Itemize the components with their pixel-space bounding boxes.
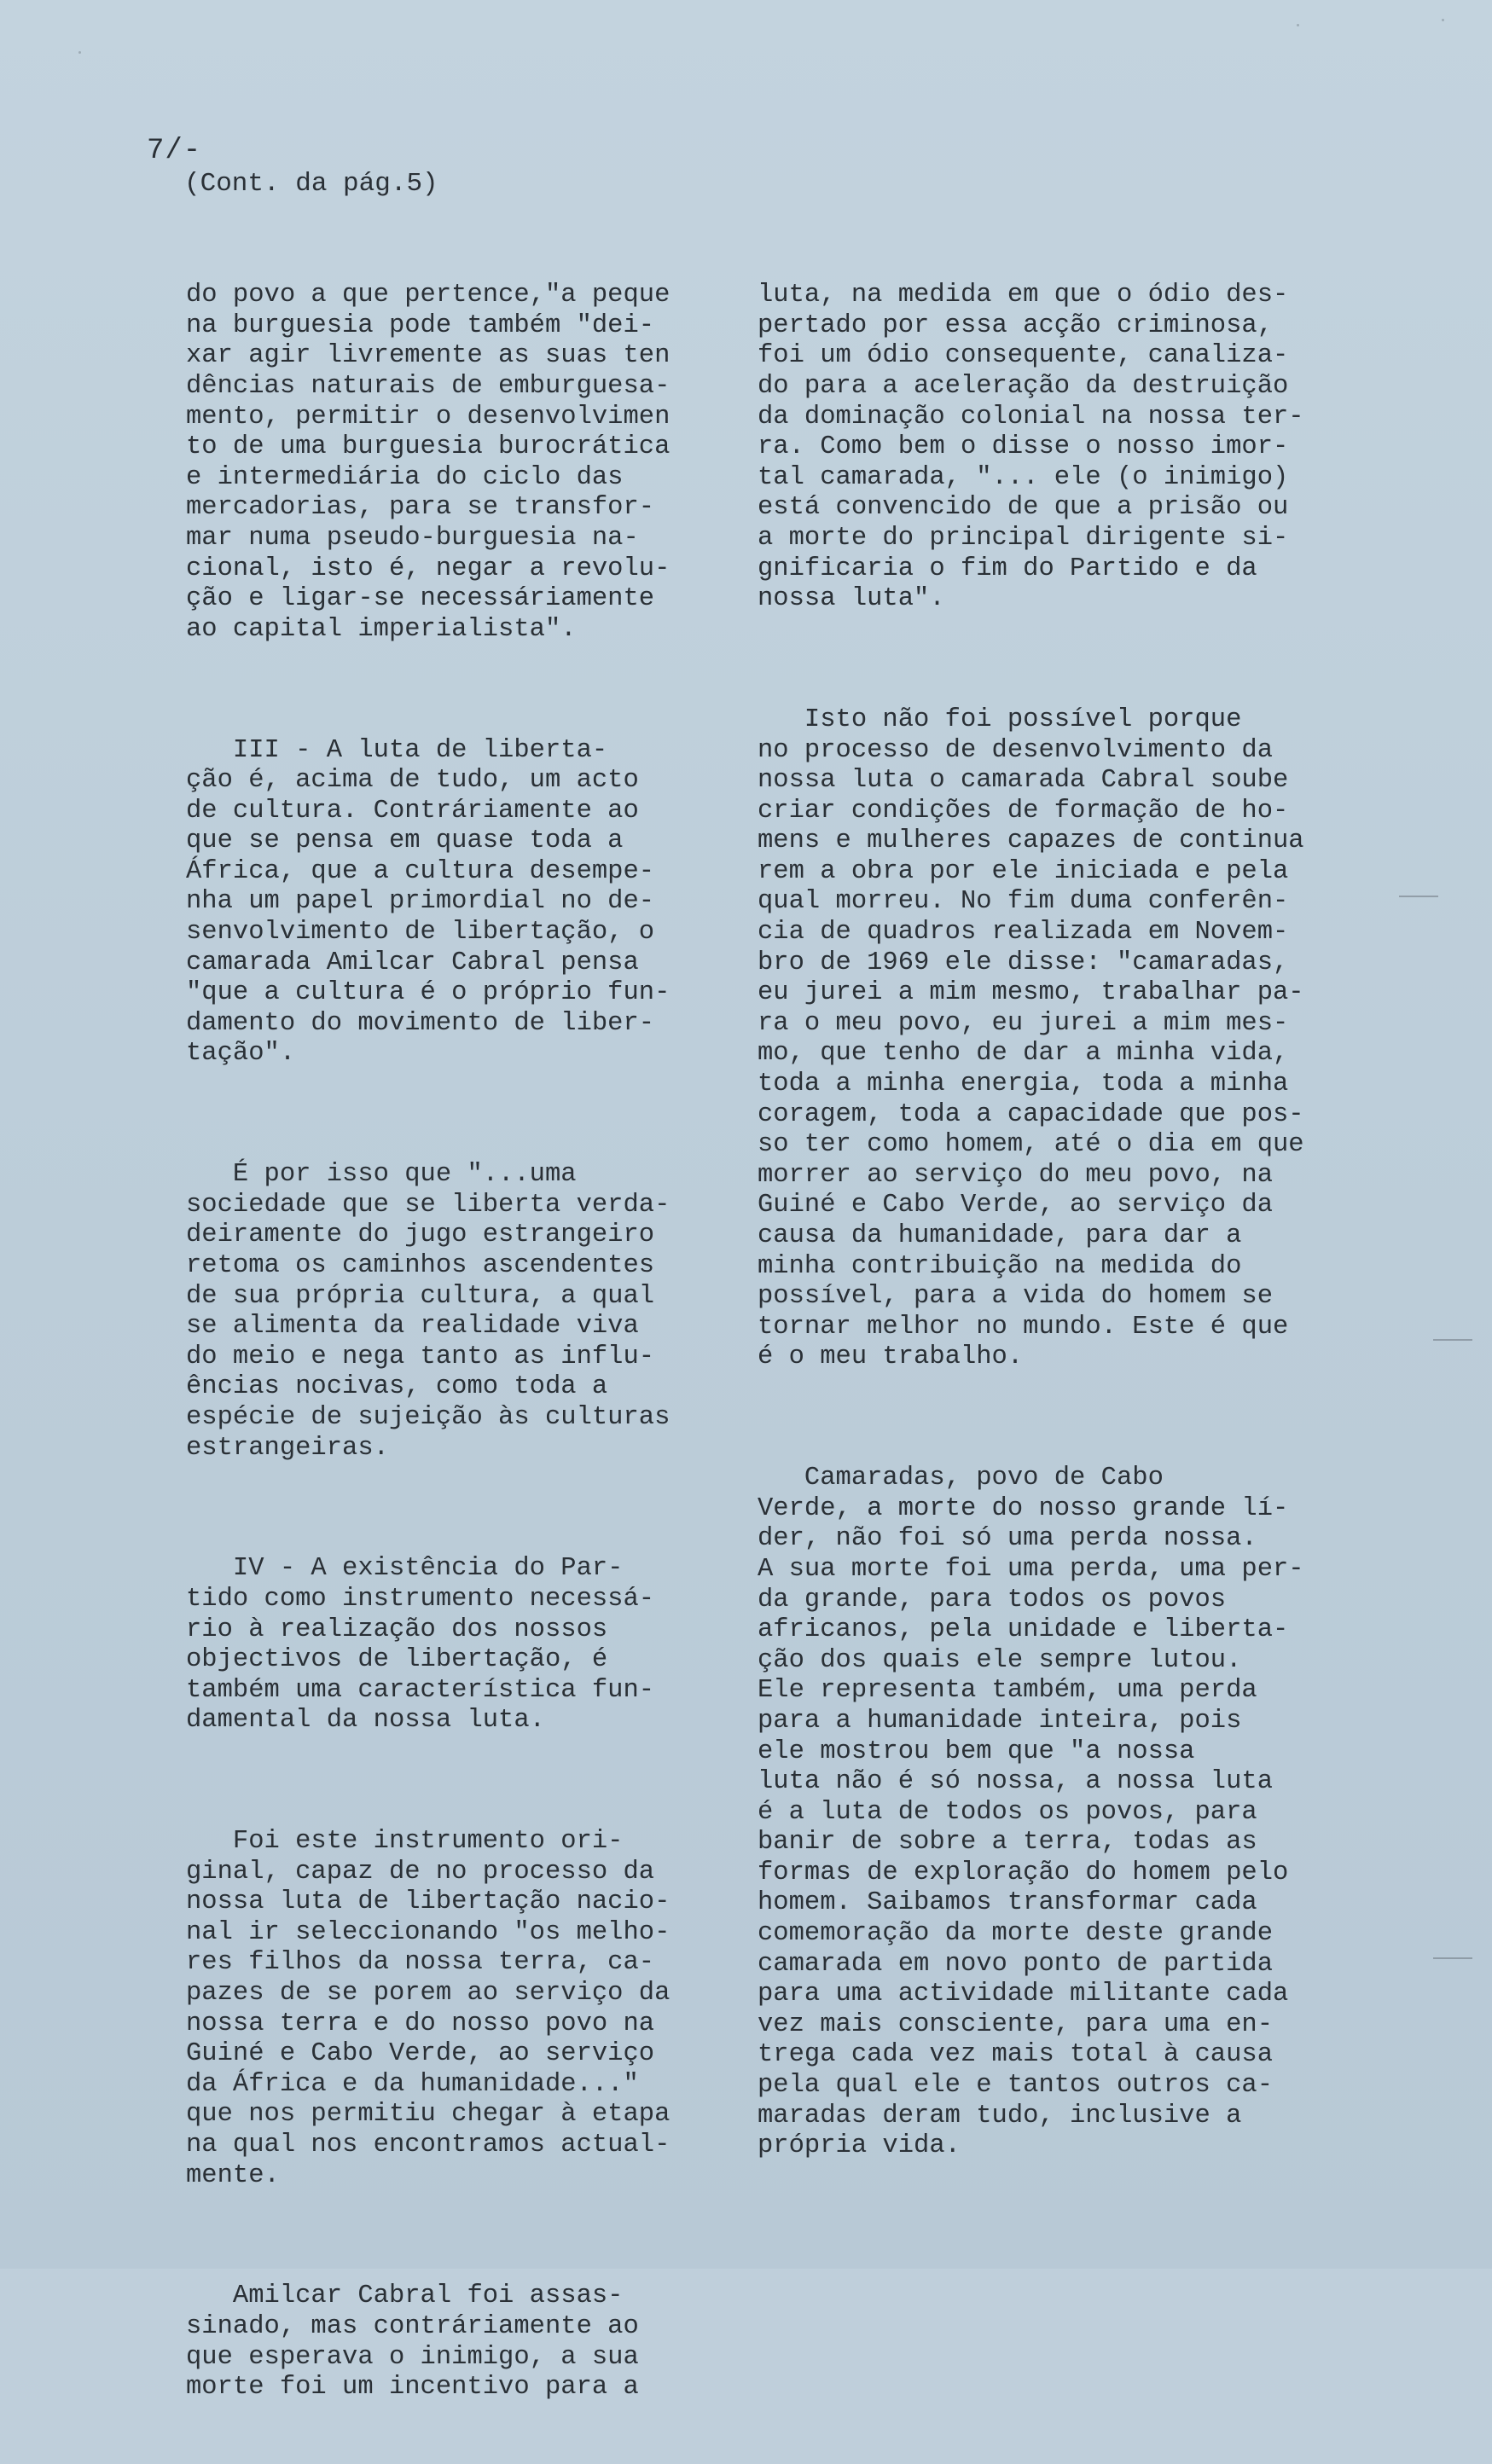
right-column [758, 220, 1372, 2223]
left-paragraph-1: do povo a que pertence,"a peque na burguesia pode também "dei- xar agir livremente as suas ten dências naturais de emburguesa- mento, permitir o desenvolvimen to de uma burguesia burocrática e intermediária do ciclo das mercadorias, para se transfor- mar numa pseudo-burguesia na- cional, isto é, negar a revolu- ção e ligar-se necessáriamente ao capital imperialista". [186, 281, 671, 644]
right-paragraph-2: Isto não foi possível porque no processo de desenvolvimento da nossa luta o camarada Cabral soube criar condições de formação de ho- mens e mulheres capazes de continua rem a obra por ele iniciada e pela qual morreu. No fim duma conferên- cia de quadros realizada em Novem- bro de 1969 ele disse: "camaradas, eu jurei a mim mesmo, trabalhar pa- ra o meu povo, eu jurei a mim mes- mo, que tenho de dar a minha vida, toda a minha energia, toda a minha coragem, toda a capacidade que pos- so ter como homem, até o dia em que morrer ao serviço do meu povo, na Guiné e Cabo Verde, ao serviço da causa da humanidade, para dar a minha contribuição na medida do possível, para a vida do homem se tornar melhor no mundo. Este é que é o meu trabalho. [758, 704, 1304, 1372]
left-paragraph-3: É por isso que "...uma sociedade que se liberta verda- deiramente do jugo estrangeiro retoma os caminhos ascendentes de sua própria cultura, a qual se alimenta da realidade viva do meio e nega tanto as influ- ências nocivas, como toda a espécie de sujeição às culturas estrangeiras. [186, 1160, 671, 1463]
right-paragraph-1: luta, na medida em que o ódio des- pertado por essa acção criminosa, foi um ódio consequente, canaliza- do para a aceleração da destruição da dominação colonial na nossa ter- ra. Como bem o disse o nosso imor- tal camarada, "... ele (o inimigo) está convencido de que a prisão ou a morte do principal dirigente si- gnificaria o fim do Partido e da nossa luta". [758, 281, 1304, 614]
right-paragraph-3: Camaradas, povo de Cabo Verde, a morte do nosso grande lí- der, não foi só uma perda nossa. A sua morte foi uma perda, uma per- da grande, para todos os povos africanos, pela unidade e liberta- ção dos quais ele sempre lutou. Ele representa também, uma perda para a humanidade inteira, pois ele mostrou bem que "a nossa luta não é só nossa, a nossa luta é a luta de todos os povos, para banir de sobre a terra, todas as formas de exploração do homem pelo homem. Saibamos transformar cada comemoração da morte deste grande camarada em novo ponto de partida para uma actividade militante cada vez mais consciente, para uma en- trega cada vez mais total à causa pela qual ele e tantos outros ca- maradas deram tudo, inclusive a própria vida. [758, 1464, 1304, 2161]
paper-speck [1442, 19, 1444, 21]
paper-speck [78, 51, 81, 54]
margin-mark [1399, 896, 1438, 897]
continuation-note: (Cont. da pág.5) [184, 169, 438, 199]
margin-mark [1433, 1339, 1472, 1341]
margin-mark [1433, 1957, 1472, 1959]
left-column [186, 220, 732, 2464]
page-number: 7/- [147, 135, 202, 167]
paper-speck [1297, 24, 1299, 26]
left-paragraph-2: III - A luta de liberta- ção é, acima de tudo, um acto de cultura. Contráriamente ao que se pensa em quase toda a África, que a cultura desempe- nha um papel primordial no de- senvolvimento de libertação, o camarada Amilcar Cabral pensa "que a cultura é o próprio fun- damento do movimento de liber- tação". [186, 735, 671, 1069]
left-paragraph-5: Foi este instrumento ori- ginal, capaz de no processo da nossa luta de libertação nacio- nal ir seleccionando "os melho- res filhos da nossa terra, ca- pazes de se porem ao serviço da nossa terra e do nosso povo na Guiné e Cabo Verde, ao serviço da África e da humanidade..." que nos permitiu chegar à etapa na qual nos encontramos actual- mente. [186, 1827, 671, 2190]
left-paragraph-4: IV - A existência do Par- tido como instrumento necessá- rio à realização dos nossos objectivos de libertação, é também uma característica fun- damental da nossa luta. [186, 1554, 655, 1736]
left-paragraph-6: Amilcar Cabral foi assas- sinado, mas contráriamente ao que esperava o inimigo, a sua morte foi um incentivo para a [186, 2281, 639, 2403]
